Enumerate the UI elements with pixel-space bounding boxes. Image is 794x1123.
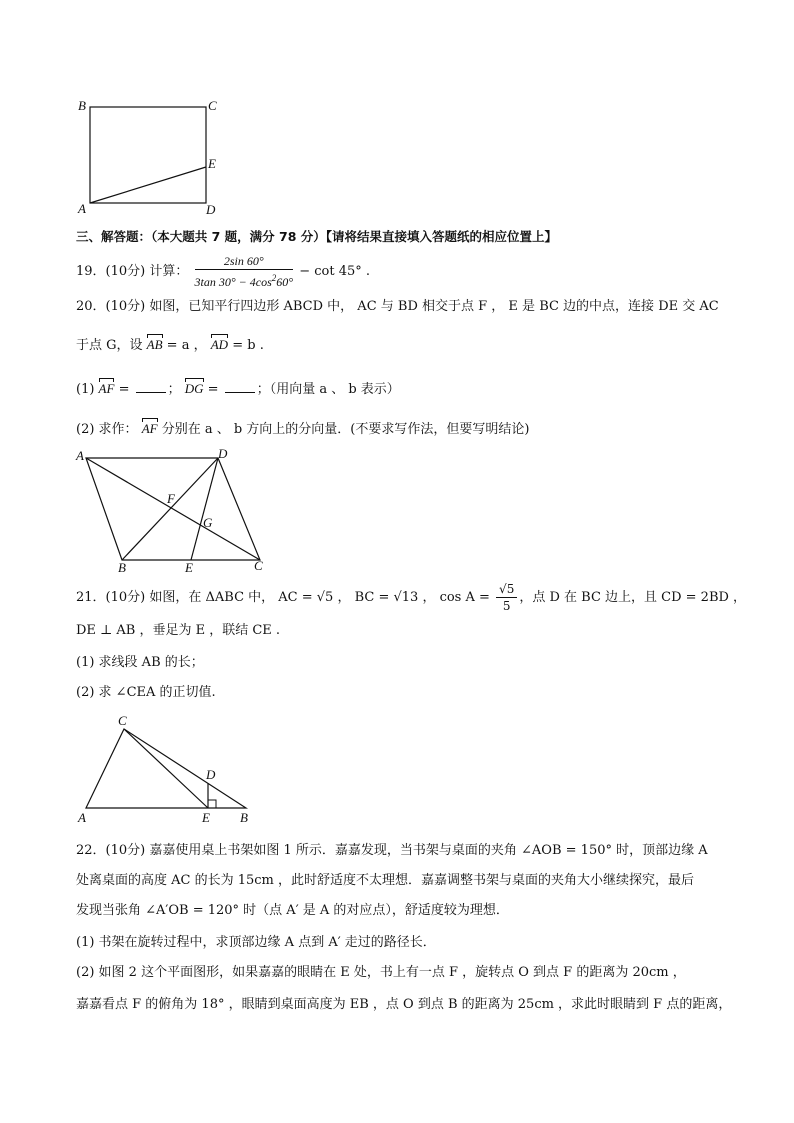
q20-line1: 20．(10分) 如图，已知平行四边形 ABCD 中， AC 与 BD 相交于点 F ， E 是 BC 边的中点，连接 DE 交 AC <box>76 299 719 314</box>
vector-dg: DG <box>184 381 204 396</box>
q20-eq-a: = a ， <box>162 338 211 353</box>
vector-af-2: AF <box>141 421 158 436</box>
q20-p1-c: ； <box>167 382 185 397</box>
vector-ad: AD <box>210 337 229 352</box>
label-c: C <box>208 98 217 113</box>
label-b: B <box>118 560 126 575</box>
label-e: E <box>208 156 216 171</box>
q22-line3: 发现当张角 ∠A′OB = 120° 时（点 A′ 是 A 的对应点），舒适度较为理想． <box>76 903 509 918</box>
q19-den-a: 3tan 30° − 4cos <box>194 275 272 289</box>
label-f: F <box>167 491 175 506</box>
q19-prefix: 19．(10分) 计算： <box>76 264 189 279</box>
label-a: A <box>78 201 86 216</box>
q21-line2: DE ⊥ AB ，垂足为 E ，联结 CE . <box>76 623 281 638</box>
q20-line2 <box>76 336 264 355</box>
segment-de <box>191 458 218 560</box>
q22-line2: 处离桌面的高度 AC 的长为 15cm ，此时舒适度不太理想．嘉嘉调整书架与桌面的夹角大小继续探究，最后 <box>76 873 695 888</box>
q20-p1-e: ；（用向量 a 、 b 表示） <box>256 382 400 397</box>
q22-part2-line2: 嘉嘉看点 F 的俯角为 18° ，眼睛到桌面高度为 EB ，点 O 到点 B 的距离为 25cm ，求此时眼睛到 F 点的距离， <box>76 997 732 1012</box>
q21-cos-fraction <box>496 582 517 613</box>
q22-part1: (1) 书架在旋转过程中，求顶部边缘 A 点到 A′ 走过的路径长． <box>76 935 436 950</box>
q21-frac-num: √5 <box>496 582 517 598</box>
q20-p1-b: = <box>114 382 134 397</box>
label-b: B <box>240 810 248 824</box>
q20-p2-b: 分别在 a 、 b 方向上的分向量．(不要求写作法，但要写明结论) <box>157 422 530 437</box>
diagonal-bd <box>122 458 218 560</box>
q19-denominator <box>195 270 294 289</box>
q20-p1-d: = <box>203 382 223 397</box>
label-b: B <box>78 98 86 113</box>
q20-p2-a: (2) 求作： <box>76 422 142 437</box>
q19-suffix: − cot 45° . <box>299 264 370 279</box>
label-c: C <box>118 713 127 728</box>
label-d: D <box>206 202 216 217</box>
right-angle-mark <box>208 800 216 808</box>
q20-part2 <box>76 420 529 439</box>
rectangle-abcd <box>90 107 206 203</box>
q22-line1: 22．(10分) 嘉嘉使用桌上书架如图 1 所示．嘉嘉发现，当书架与桌面的夹角 ∠AOB = 150° 时，顶部边缘 A <box>76 843 708 858</box>
q20-line2-a: 于点 G，设 <box>76 338 147 353</box>
segment-ce <box>124 729 208 808</box>
answer-blank-dg[interactable] <box>225 380 255 393</box>
label-g: G <box>203 515 213 530</box>
label-e: E <box>185 560 193 575</box>
label-c: C <box>254 558 263 573</box>
q20-p1-a: (1) <box>76 382 99 397</box>
label-e: E <box>202 810 210 824</box>
figure-parallelogram-abcd <box>72 446 272 576</box>
diagonal-ac <box>86 458 260 560</box>
q21-line1 <box>76 582 746 613</box>
label-d: D <box>218 446 228 461</box>
q21-line1-a: 21．(10分) 如图，在 ΔABC 中， AC = √5 ， BC = √13 ， cos A = <box>76 590 495 605</box>
q21-frac-den: 5 <box>502 599 511 613</box>
question-19 <box>76 254 370 289</box>
q21-part1: (1) 求线段 AB 的长； <box>76 655 204 670</box>
q21-line1-b: ，点 D 在 BC 边上，且 CD = 2BD ， <box>519 590 747 605</box>
segment-ae <box>90 167 206 203</box>
q19-den-sup: 2 <box>271 273 277 283</box>
vector-af: AF <box>98 381 115 396</box>
q22-part2-line1: (2) 如图 2 这个平面图形，如果嘉嘉的眼睛在 E 处，书上有一点 F ，旋转点 O 到点 F 的距离为 20cm ， <box>76 965 686 980</box>
q19-den-b: 60° <box>276 275 294 289</box>
q20-part1 <box>76 380 400 399</box>
vector-ab: AB <box>146 337 163 352</box>
figure-rectangle-abcd <box>74 96 224 218</box>
q21-part2: (2) 求 ∠CEA 的正切值. <box>76 685 216 700</box>
section-heading: 三、解答题：（本大题共 7 题，满分 78 分）【请将结果直接填入答题纸的相应位置上】 <box>76 229 558 244</box>
figure-triangle-abc <box>72 712 262 824</box>
answer-blank-af[interactable] <box>136 380 166 393</box>
q19-fraction <box>195 254 294 289</box>
label-a: A <box>76 448 84 463</box>
label-a: A <box>78 810 86 824</box>
q20-eq-b: = b . <box>228 338 264 353</box>
q19-numerator: 2sin 60° <box>195 254 294 270</box>
label-d: D <box>206 767 216 782</box>
